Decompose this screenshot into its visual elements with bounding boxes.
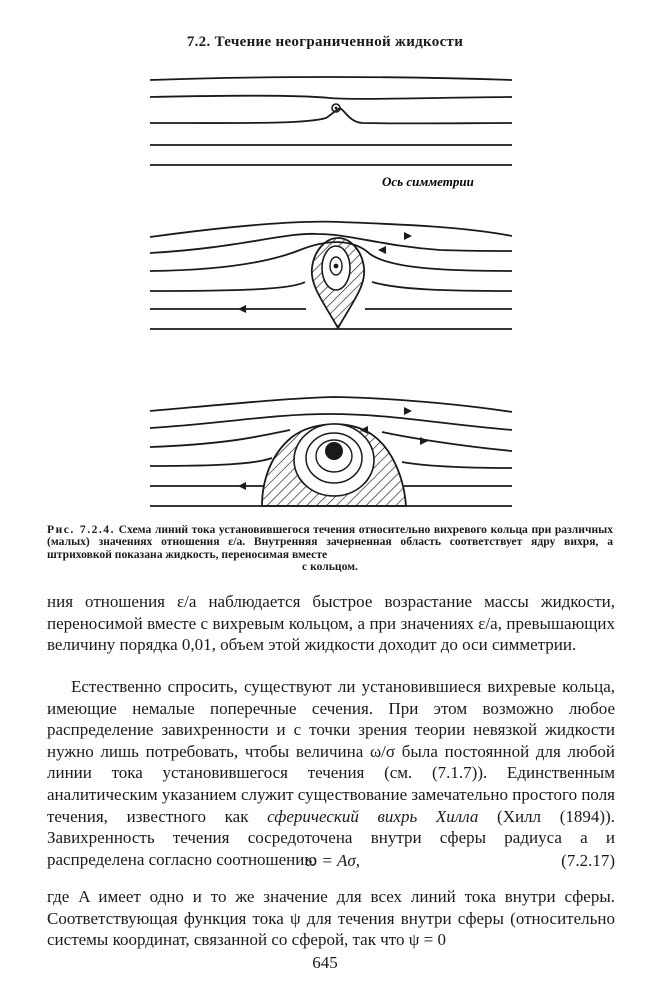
- streamline: [150, 77, 512, 80]
- vortex-core-dot: [335, 107, 338, 110]
- page-number: 645: [312, 953, 338, 972]
- streamline: [150, 96, 512, 99]
- flow-arrow: [238, 305, 246, 313]
- panel-thin-ring: [150, 77, 512, 189]
- symmetry-axis-label: Ось симметрии: [382, 174, 474, 189]
- paragraph-text: Естественно спросить, существуют ли установившиеся вихревые кольца, имеющие немалые поперечные сечения. При этом возможно любое распределение завихренности и с точки зрения теории невязкой жидкости нужно лишь потребовать, чтобы величина ω/σ была постоянной для любой линии тока установившегося течения (см. (7.1.7)). Единственным аналитическим указанием служит существование замечательно простого поля течения, известного как: [47, 677, 615, 826]
- paragraph: ния отношения ε/a наблюдается быстрое возрастание массы жидкости, переносимой вместе с вихревым кольцом, а при значениях ε/a, превышающих величину порядка 0,01, объем этой жидкости доходит до оси симметрии.: [47, 592, 615, 655]
- paragraph: [47, 676, 615, 870]
- flow-arrow: [238, 482, 246, 490]
- streamline: [150, 397, 512, 412]
- equation-number: (7.2.17): [561, 851, 615, 870]
- flow-arrow: [404, 232, 412, 240]
- equation: ω = Aσ,: [305, 851, 360, 870]
- running-title: 7.2. Течение неограниченной жидкости: [186, 34, 464, 50]
- hill-vortex-term: сферический вихрь Хилла: [267, 806, 479, 826]
- caption-label: Рис. 7.2.4.: [47, 523, 115, 536]
- caption-text-end: с кольцом.: [302, 560, 358, 574]
- caption-text: Схема линий тока установившегося течения относительно вихревого кольца при различных (малых) значениях отношения ε/a. Внутренняя зачерненная область соответствует ядру вихря, а штриховкой показана жидкость, переносимая вместе: [47, 523, 614, 561]
- paragraph-text: (Хилл (1894)). Завихренность течения сосредоточена внутри сферы радиуса a и распределена согласно соотношению: [47, 806, 615, 869]
- vortex-core: [334, 264, 339, 269]
- paragraph: где A имеет одно и то же значение для всех линий тока внутри сферы. Соответствующая функция тока ψ для течения внутри сферы (относительно системы координат, связанной со сферой, так что ψ = 0: [47, 887, 615, 950]
- flow-arrow: [378, 246, 386, 254]
- flow-arrow: [404, 407, 412, 415]
- equation-row: [47, 851, 615, 873]
- figure-caption: [47, 524, 613, 574]
- streamline: [150, 108, 512, 123]
- flow-arrow: [420, 437, 428, 445]
- panel-medium-ring: [150, 222, 512, 329]
- panel-thick-ring: [150, 397, 512, 506]
- vortex-core: [325, 442, 343, 460]
